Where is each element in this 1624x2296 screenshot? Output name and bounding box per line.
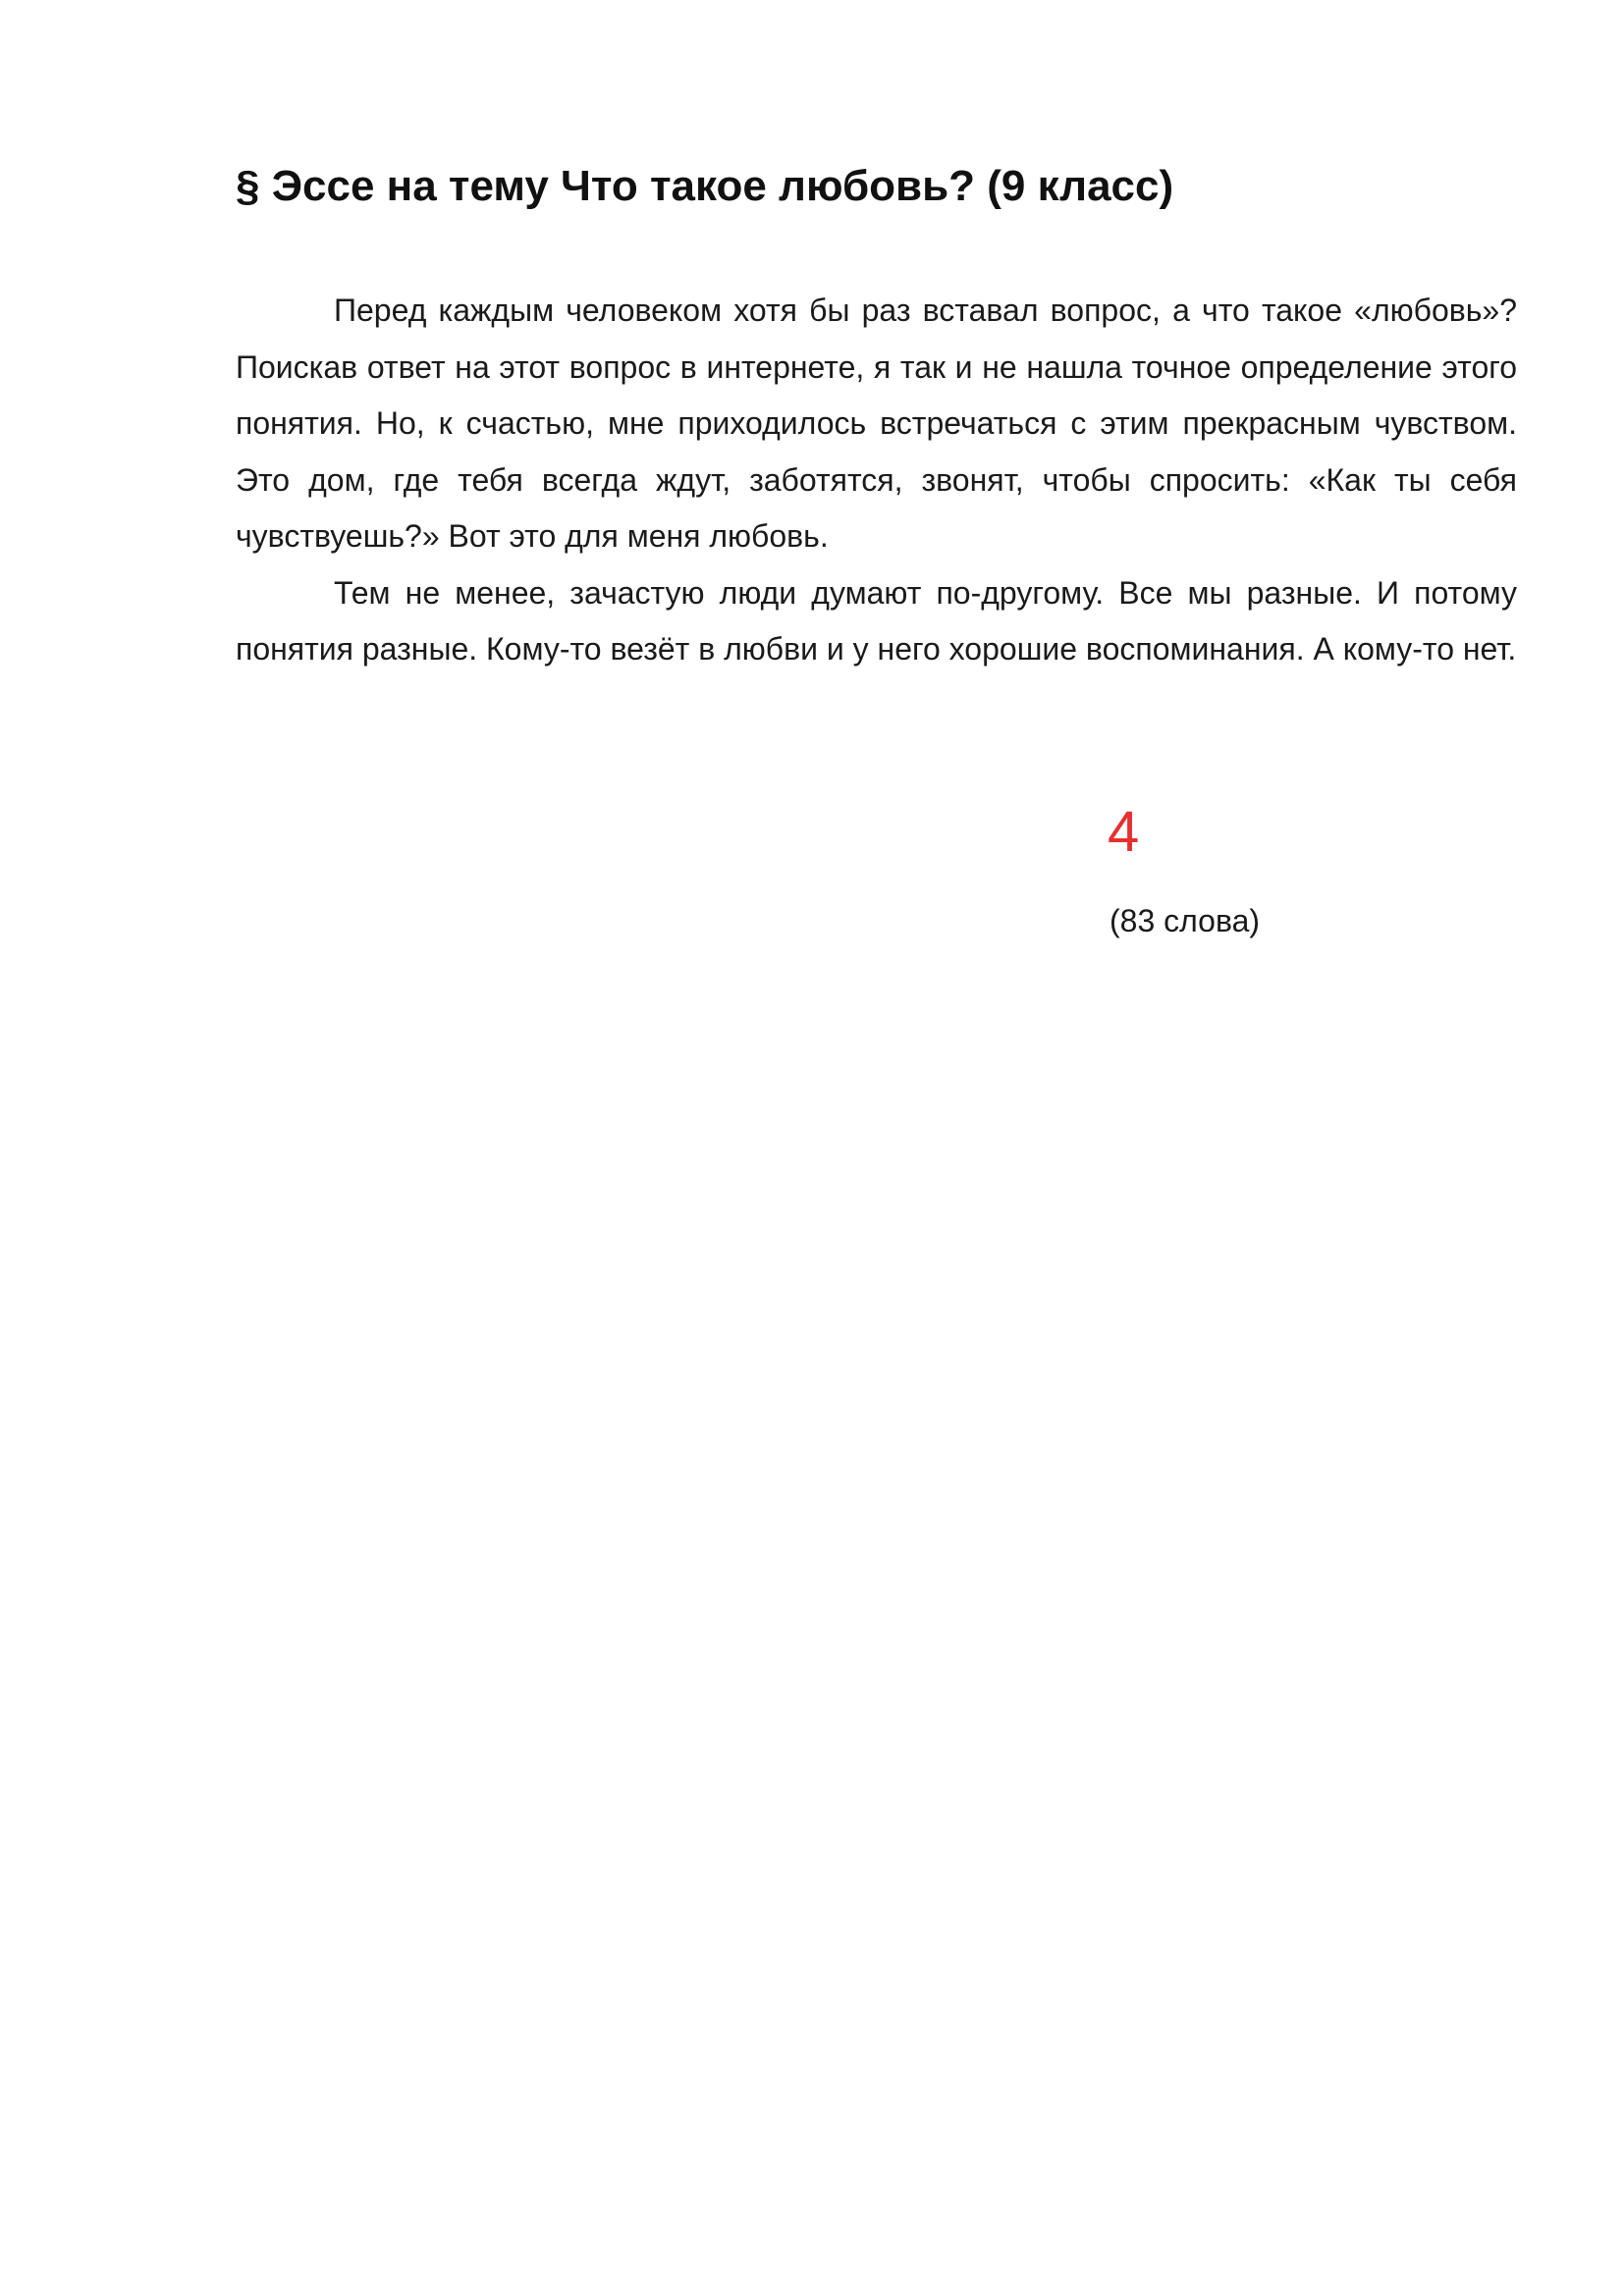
word-count: (83 слова) (1110, 903, 1261, 938)
essay-paragraph-2: Тем не менее, зачастую люди думают по-другому. Все мы разные. И потому понятия разные. Кому-то везёт в любви и у него хорошие воспоминания. А кому-то нет. (236, 574, 1517, 667)
essay-paragraph-1: Перед каждым человеком хотя бы раз вставал вопрос, а что такое «любовь»? Поискав ответ на этот вопрос в интернете, я так и не нашла точное определение этого понятия. Но, к счастью, мне приходилось встречаться с этим прекрасным чувством. Это дом, где тебя всегда ждут, заботятся, звонят, чтобы спросить: «Как ты себя чувствуешь?» Вот это для меня любовь. (236, 293, 1517, 554)
essay-body (236, 283, 1517, 678)
grade-mark: 4 (1108, 800, 1140, 864)
essay-title: § Эссе на тему Что такое любовь? (9 класс) (236, 162, 1174, 210)
